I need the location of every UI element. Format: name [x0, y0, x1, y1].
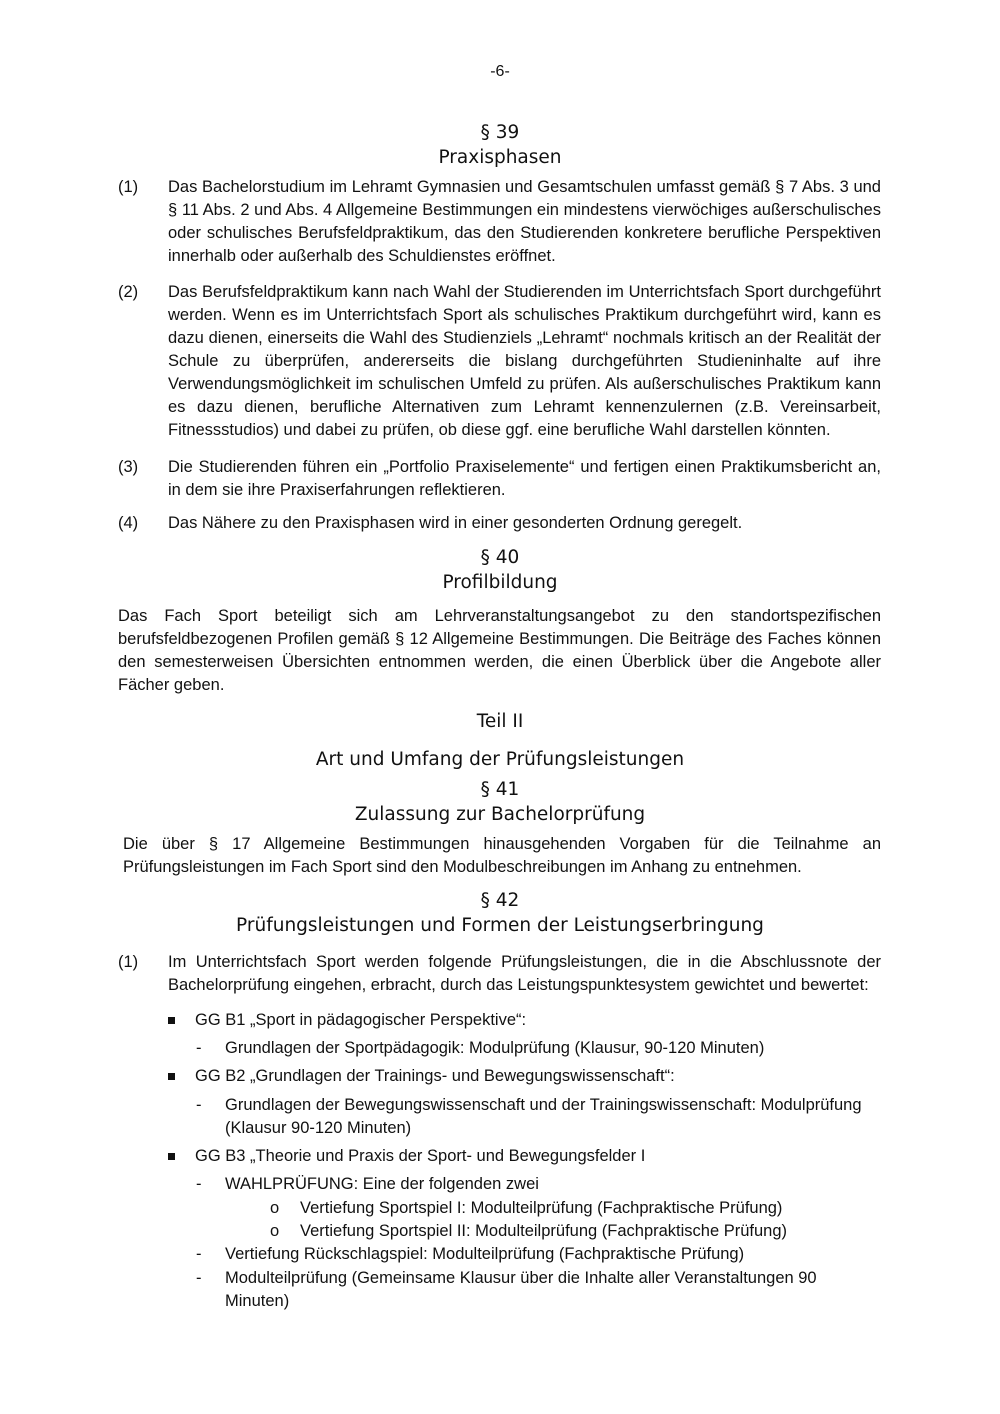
dash-marker: -	[196, 1175, 202, 1193]
bullet-item-gg-b3	[168, 1145, 881, 1168]
dash-text: Grundlagen der Sportpädagogik: Modulprüfung (Klausur, 90-120 Minuten)	[225, 1039, 765, 1057]
dash-text: Modulteilprüfung (Gemeinsame Klausur über die Inhalte aller Veranstaltungen 90 Minuten)	[225, 1269, 817, 1310]
item-text: Im Unterrichtsfach Sport werden folgende Prüfungsleistungen, die in die Abschlussnote der Bachelorprüfung eingehen, erbracht, durch das Leistungspunktesystem gewichtet und bewertet:	[168, 953, 881, 994]
page-number: -6-	[490, 63, 510, 80]
list-item	[118, 512, 881, 535]
square-bullet-icon	[168, 1153, 175, 1160]
section-title: Zulassung zur Bachelorprüfung	[354, 804, 646, 825]
dash-item	[196, 1037, 881, 1060]
dash-text: Grundlagen der Bewegungswissenschaft und der Trainingswissenschaft: Modulprüfung (Klausur 90-120 Minuten)	[225, 1096, 862, 1137]
circle-marker: o	[270, 1222, 280, 1240]
dash-text: Vertiefung Rückschlagspiel: Modulteilprüfung (Fachpraktische Prüfung)	[225, 1245, 745, 1263]
section-41-text: Die über § 17 Allgemeine Bestimmungen hinausgehenden Vorgaben für die Teilnahme an Prüfungsleistungen im Fach Sport sind den Modulbeschreibungen im Anhang zu entnehmen.	[123, 835, 881, 876]
bullet-text: GG B2 „Grundlagen der Trainings- und Bewegungswissenschaft“:	[195, 1067, 675, 1085]
item-number: (4)	[118, 514, 139, 532]
dash-marker: -	[196, 1096, 202, 1114]
section-number: § 41	[480, 779, 520, 800]
dash-item	[196, 1173, 881, 1196]
section-number: § 42	[480, 890, 520, 911]
bullet-text: GG B3 „Theorie und Praxis der Sport- und Bewegungsfelder I	[195, 1147, 646, 1165]
dash-item	[196, 1094, 881, 1140]
item-text: Das Nähere zu den Praxisphasen wird in einer gesonderten Ordnung geregelt.	[168, 514, 743, 532]
part-heading	[0, 709, 1000, 734]
section-number: § 40	[480, 547, 520, 568]
part-subtitle: Art und Umfang der Prüfungsleistungen	[315, 749, 685, 770]
section-40-heading	[0, 545, 1000, 595]
dash-item	[196, 1267, 881, 1313]
section-40-text: Das Fach Sport beteiligt sich am Lehrveranstaltungsangebot zu den standortspezifischen berufsfeldbezogenen Profilen gemäß § 12 Allgemeine Bestimmungen. Die Beiträge des Faches können den semesterweisen Übersichten entnommen werden, die einen Überblick über die Angebote aller Fächer geben.	[118, 607, 881, 694]
dash-marker: -	[196, 1245, 202, 1263]
section-title: Prüfungsleistungen und Formen der Leistungserbringung	[236, 915, 764, 936]
dash-item	[196, 1243, 881, 1266]
dash-marker: -	[196, 1269, 202, 1287]
item-number: (2)	[118, 283, 139, 301]
part-title: Teil II	[476, 711, 524, 732]
bullet-text: GG B1 „Sport in pädagogischer Perspektive“:	[195, 1011, 527, 1029]
circle-text: Vertiefung Sportspiel I: Modulteilprüfung (Fachpraktische Prüfung)	[300, 1199, 783, 1217]
list-item	[118, 281, 881, 442]
item-text: Die Studierenden führen ein „Portfolio Praxiselemente“ und fertigen einen Praktikumsbericht an, in dem sie ihre Praxiserfahrungen reflektieren.	[168, 458, 881, 499]
item-text: Das Bachelorstudium im Lehramt Gymnasien und Gesamtschulen umfasst gemäß § 7 Abs. 3 und § 11 Abs. 2 und Abs. 4 Allgemeine Bestimmungen ein mindestens vierwöchiges außerschulisches oder schulisches Berufsfeldpraktikum, das den Studierenden konkretere berufliche Perspektiven innerhalb oder außerhalb des Schuldienstes eröffnet.	[168, 178, 881, 265]
item-number: (1)	[118, 178, 139, 196]
section-number: § 39	[480, 122, 520, 143]
section-39-heading	[0, 120, 1000, 170]
dash-marker: -	[196, 1039, 202, 1057]
bullet-item-gg-b1	[168, 1009, 881, 1032]
list-item	[118, 951, 881, 997]
part-subheading	[0, 747, 1000, 772]
section-41-heading	[0, 777, 1000, 827]
item-number: (1)	[118, 953, 139, 971]
dash-text: WAHLPRÜFUNG: Eine der folgenden zwei	[225, 1175, 539, 1193]
circle-text: Vertiefung Sportspiel II: Modulteilprüfung (Fachpraktische Prüfung)	[300, 1222, 788, 1240]
square-bullet-icon	[168, 1017, 175, 1024]
item-text: Das Berufsfeldpraktikum kann nach Wahl der Studierenden im Unterrichtsfach Sport durchgeführt werden. Wenn es im Unterrichtsfach Sport als schulisches Praktikum durchgeführt wird, kann es dazu dienen, einerseits die Wahl des Studienziels „Lehramt“ nochmals kritisch an der Realität der Schule zu überprüfen, andererseits die bislang durchgeführten Studieninhalte auf ihre Verwendungsmöglichkeit im schulischen Umfeld zu prüfen. Als außerschulisches Praktikum kann es dazu dienen, berufliche Alternativen zum Lehramt kennenzulernen (z.B. Vereinsarbeit, Fitnessstudios) und dabei zu prüfen, ob diese ggf. eine berufliche Wahl darstellen könnten.	[168, 283, 881, 439]
section-title: Praxisphasen	[438, 147, 562, 168]
circle-item	[270, 1197, 881, 1220]
circle-marker: o	[270, 1199, 280, 1217]
square-bullet-icon	[168, 1073, 175, 1080]
bullet-item-gg-b2	[168, 1065, 881, 1088]
item-number: (3)	[118, 458, 139, 476]
list-item	[118, 456, 881, 502]
circle-item	[270, 1220, 881, 1243]
section-title: Profilbildung	[442, 572, 558, 593]
list-item	[118, 176, 881, 268]
section-42-heading	[0, 888, 1000, 938]
